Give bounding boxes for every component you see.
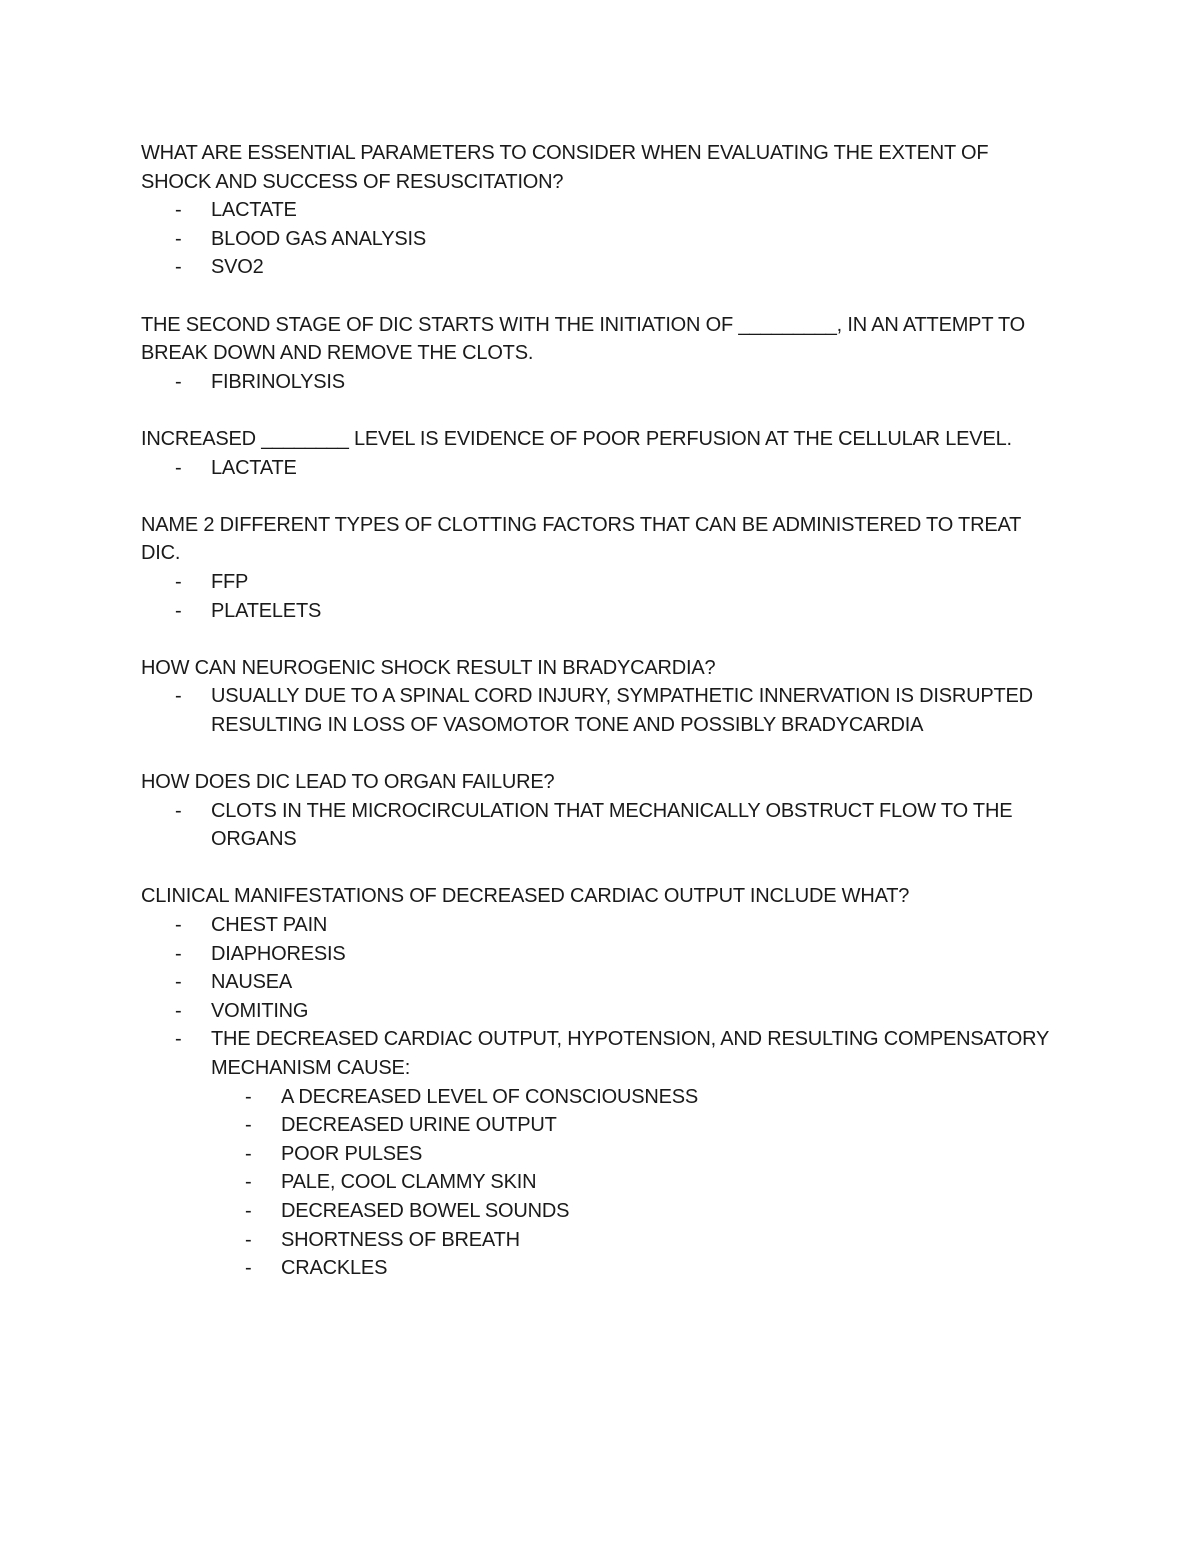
answer-item: - FFP: [141, 568, 1061, 597]
answer-item: - SVO2: [141, 253, 1061, 282]
question-text: HOW CAN NEUROGENIC SHOCK RESULT IN BRADYCARDIA?: [141, 656, 716, 679]
qa-block: [141, 425, 1061, 482]
answer-list: [141, 196, 1061, 282]
answer-item: - LACTATE: [141, 454, 1061, 483]
sub-answer-item: - PALE, COOL CLAMMY SKIN: [211, 1168, 1061, 1197]
sub-answer-item: - SHORTNESS OF BREATH: [211, 1226, 1061, 1255]
answer-item-text: THE DECREASED CARDIAC OUTPUT, HYPOTENSION, AND RESULTING COMPENSATORY MECHANISM CAUSE:: [211, 1028, 1049, 1079]
question-text: NAME 2 DIFFERENT TYPES OF CLOTTING FACTORS THAT CAN BE ADMINISTERED TO TREAT DIC.: [141, 513, 1021, 565]
sub-answer-item: - DECREASED BOWEL SOUNDS: [211, 1197, 1061, 1226]
document-page: [141, 139, 1061, 1311]
qa-block: [141, 882, 1061, 1282]
sub-answer-item: - POOR PULSES: [211, 1140, 1061, 1169]
sub-answer-item: - CRACKLES: [211, 1254, 1061, 1283]
qa-block: [141, 311, 1061, 397]
answer-item: - CLOTS IN THE MICROCIRCULATION THAT MECHANICALLY OBSTRUCT FLOW TO THE ORGANS: [141, 797, 1061, 854]
answer-list: [141, 682, 1061, 739]
answer-item: - NAUSEA: [141, 968, 1061, 997]
question-text: WHAT ARE ESSENTIAL PARAMETERS TO CONSIDER WHEN EVALUATING THE EXTENT OF SHOCK AND SUCCESS OF RESUSCITATION?: [141, 142, 989, 193]
answer-list: [141, 454, 1061, 483]
sub-answer-item: - DECREASED URINE OUTPUT: [211, 1111, 1061, 1140]
answer-item: - BLOOD GAS ANALYSIS: [141, 225, 1061, 254]
answer-list: [141, 368, 1061, 397]
answer-item-with-sublist: [141, 1025, 1061, 1282]
answer-item: - FIBRINOLYSIS: [141, 368, 1061, 397]
answer-list: [141, 568, 1061, 625]
answer-list: [141, 797, 1061, 854]
qa-block: [141, 139, 1061, 282]
sub-answer-list: [211, 1083, 1061, 1283]
answer-list: [141, 911, 1061, 1283]
qa-block: [141, 768, 1061, 854]
answer-item: - LACTATE: [141, 196, 1061, 225]
answer-item: - CHEST PAIN: [141, 911, 1061, 940]
answer-item: - VOMITING: [141, 997, 1061, 1026]
question-text: INCREASED ________ LEVEL IS EVIDENCE OF POOR PERFUSION AT THE CELLULAR LEVEL.: [141, 427, 1012, 450]
question-text: CLINICAL MANIFESTATIONS OF DECREASED CARDIAC OUTPUT INCLUDE WHAT?: [141, 885, 910, 908]
answer-item: - USUALLY DUE TO A SPINAL CORD INJURY, SYMPATHETIC INNERVATION IS DISRUPTED RESULTING IN LOSS OF VASOMOTOR TONE AND POSSIBLY BRADYCARDIA: [141, 682, 1061, 739]
answer-item: - PLATELETS: [141, 597, 1061, 626]
qa-block: [141, 511, 1061, 625]
answer-item: - DIAPHORESIS: [141, 940, 1061, 969]
qa-block: [141, 654, 1061, 740]
question-text: HOW DOES DIC LEAD TO ORGAN FAILURE?: [141, 771, 555, 794]
question-text: THE SECOND STAGE OF DIC STARTS WITH THE INITIATION OF _________, IN AN ATTEMPT TO BREAK DOWN AND REMOVE THE CLOTS.: [141, 313, 1025, 365]
sub-answer-item: - A DECREASED LEVEL OF CONSCIOUSNESS: [211, 1083, 1061, 1112]
